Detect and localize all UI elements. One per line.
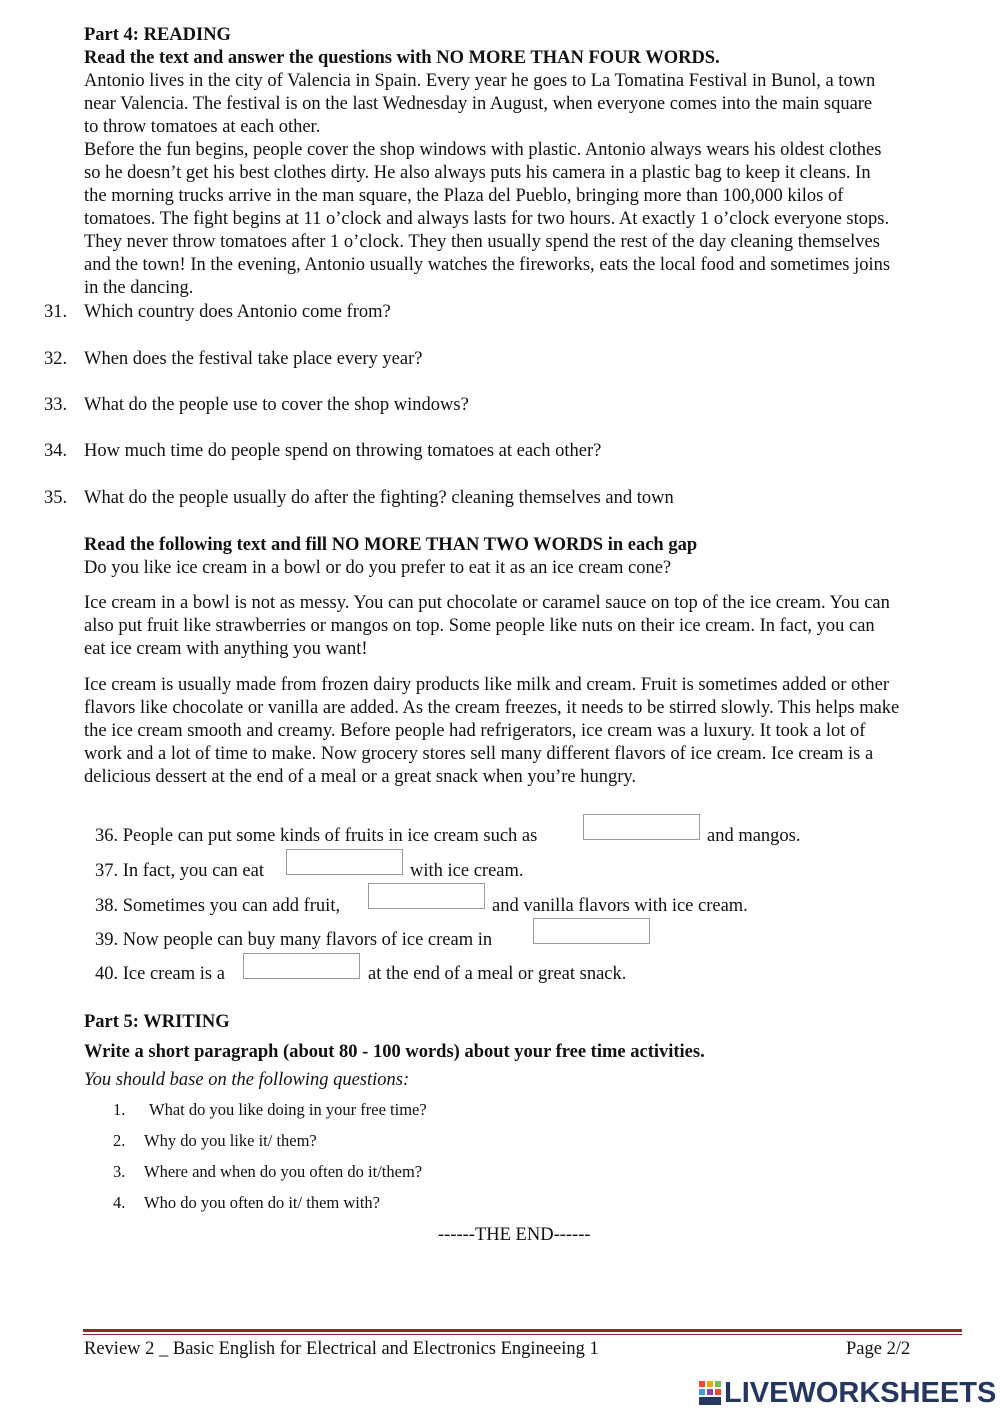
list-text: Where and when do you often do it/them? bbox=[144, 1162, 423, 1181]
liveworksheets-logo-icon bbox=[698, 1380, 722, 1406]
gap-prompt: 38. Sometimes you can add fruit, bbox=[95, 896, 341, 916]
gap-answer-38[interactable] bbox=[368, 883, 485, 909]
question-number: 35. bbox=[44, 488, 68, 508]
question-text: What do the people usually do after the fighting? cleaning themselves and town bbox=[84, 488, 674, 508]
part5-instruction: Write a short paragraph (about 80 - 100 words) about your free time activities. bbox=[84, 1042, 705, 1062]
question-number: 32. bbox=[44, 349, 68, 369]
list-text: What do you like doing in your free time? bbox=[149, 1100, 427, 1119]
gap-suffix: and mangos. bbox=[707, 826, 801, 846]
footer-rule bbox=[83, 1329, 962, 1332]
paragraph-line: Ice cream is usually made from frozen dairy products like milk and cream. Fruit is sometimes added or other bbox=[84, 675, 890, 695]
passage-line: the morning trucks arrive in the man square, the Plaza del Pueblo, bringing more than 100,000 kilos of bbox=[84, 186, 844, 206]
list-number: 1. bbox=[113, 1100, 126, 1119]
question-text: What do the people use to cover the shop windows? bbox=[84, 395, 469, 415]
part5-heading: Part 5: WRITING bbox=[84, 1012, 230, 1032]
question-number: 34. bbox=[44, 441, 68, 461]
gap-answer-37[interactable] bbox=[286, 849, 403, 875]
passage-line: in the dancing. bbox=[84, 278, 194, 298]
gapfill-instruction: Read the following text and fill NO MORE THAN TWO WORDS in each gap bbox=[84, 535, 698, 555]
reading-passage bbox=[84, 70, 959, 300]
passage-line: and the town! In the evening, Antonio usually watches the fireworks, eats the local food and sometimes joins bbox=[84, 255, 891, 275]
paragraph-line: the ice cream smooth and creamy. Before people had refrigerators, ice cream was a luxury. It took a lot of bbox=[84, 721, 866, 741]
paragraph-line: flavors like chocolate or vanilla are added. As the cream freezes, it needs to be stirred slowly. This helps make bbox=[84, 698, 900, 718]
part5-guide: You should base on the following questions: bbox=[84, 1070, 410, 1090]
gap-suffix: with ice cream. bbox=[410, 861, 524, 881]
paragraph-line: delicious dessert at the end of a meal or a great snack when you’re hungry. bbox=[84, 767, 637, 787]
passage-line: to throw tomatoes at each other. bbox=[84, 117, 321, 137]
passage-line: near Valencia. The festival is on the last Wednesday in August, when everyone comes into the main square bbox=[84, 94, 873, 114]
gap-answer-39[interactable] bbox=[533, 918, 650, 944]
question-text: How much time do people spend on throwing tomatoes at each other? bbox=[84, 441, 602, 461]
passage-line: so he doesn’t get his best clothes dirty. He also always puts his camera in a plastic bag to keep it cleans. In bbox=[84, 163, 871, 183]
gap-answer-36[interactable] bbox=[583, 814, 700, 840]
paragraph-line: eat ice cream with anything you want! bbox=[84, 639, 368, 659]
paragraph-line: work and a lot of time to make. Now grocery stores sell many different flavors of ice cream. Ice cream is a bbox=[84, 744, 874, 764]
question-text: Which country does Antonio come from? bbox=[84, 302, 391, 322]
footer-course-title: Review 2 _ Basic English for Electrical and Electronics Engineeing 1 bbox=[84, 1339, 599, 1359]
passage-line: Before the fun begins, people cover the shop windows with plastic. Antonio always wears his oldest clothes bbox=[84, 140, 882, 160]
passage-line: tomatoes. The fight begins at 11 o’clock and always lasts for two hours. At exactly 1 o’clock everyone stops. bbox=[84, 209, 890, 229]
gap-suffix: and vanilla flavors with ice cream. bbox=[492, 896, 748, 916]
part4-instruction: Read the text and answer the questions with NO MORE THAN FOUR WORDS. bbox=[84, 48, 720, 68]
list-number: 4. bbox=[113, 1193, 126, 1212]
gap-prompt: 40. Ice cream is a bbox=[95, 964, 225, 984]
list-text: Who do you often do it/ them with? bbox=[144, 1193, 381, 1212]
liveworksheets-logo[interactable] bbox=[698, 1377, 996, 1409]
gap-prompt: 36. People can put some kinds of fruits in ice cream such as bbox=[95, 826, 538, 846]
gap-prompt: 39. Now people can buy many flavors of ice cream in bbox=[95, 930, 493, 950]
gapfill-intro: Do you like ice cream in a bowl or do you prefer to eat it as an ice cream cone? bbox=[84, 558, 672, 578]
footer-page-number: Page 2/2 bbox=[846, 1339, 911, 1359]
part4-heading: Part 4: READING bbox=[84, 25, 231, 45]
end-marker: ------THE END------ bbox=[438, 1225, 591, 1245]
paragraph-line: also put fruit like strawberries or mangos on top. Some people like nuts on their ice cream. In fact, you can bbox=[84, 616, 875, 636]
question-text: When does the festival take place every year? bbox=[84, 349, 423, 369]
gap-suffix: at the end of a meal or great snack. bbox=[368, 964, 627, 984]
question-number: 33. bbox=[44, 395, 68, 415]
list-number: 2. bbox=[113, 1131, 126, 1150]
paragraph-line: Ice cream in a bowl is not as messy. You can put chocolate or caramel sauce on top of the ice cream. You can bbox=[84, 593, 890, 613]
icecream-paragraph-2 bbox=[84, 674, 959, 789]
question-number: 31. bbox=[44, 302, 68, 322]
list-number: 3. bbox=[113, 1162, 126, 1181]
footer-rule-thin bbox=[83, 1334, 962, 1335]
passage-line: They never throw tomatoes after 1 o’clock. They then usually spend the rest of the day cleaning themselves bbox=[84, 232, 880, 252]
list-text: Why do you like it/ them? bbox=[144, 1131, 317, 1150]
gap-prompt: 37. In fact, you can eat bbox=[95, 861, 264, 881]
passage-line: Antonio lives in the city of Valencia in Spain. Every year he goes to La Tomatina Festival in Bunol, a town bbox=[84, 71, 876, 91]
liveworksheets-wordmark: LIVEWORKSHEETS bbox=[724, 1377, 997, 1409]
icecream-paragraph-1 bbox=[84, 592, 959, 661]
gap-answer-40[interactable] bbox=[243, 953, 360, 979]
